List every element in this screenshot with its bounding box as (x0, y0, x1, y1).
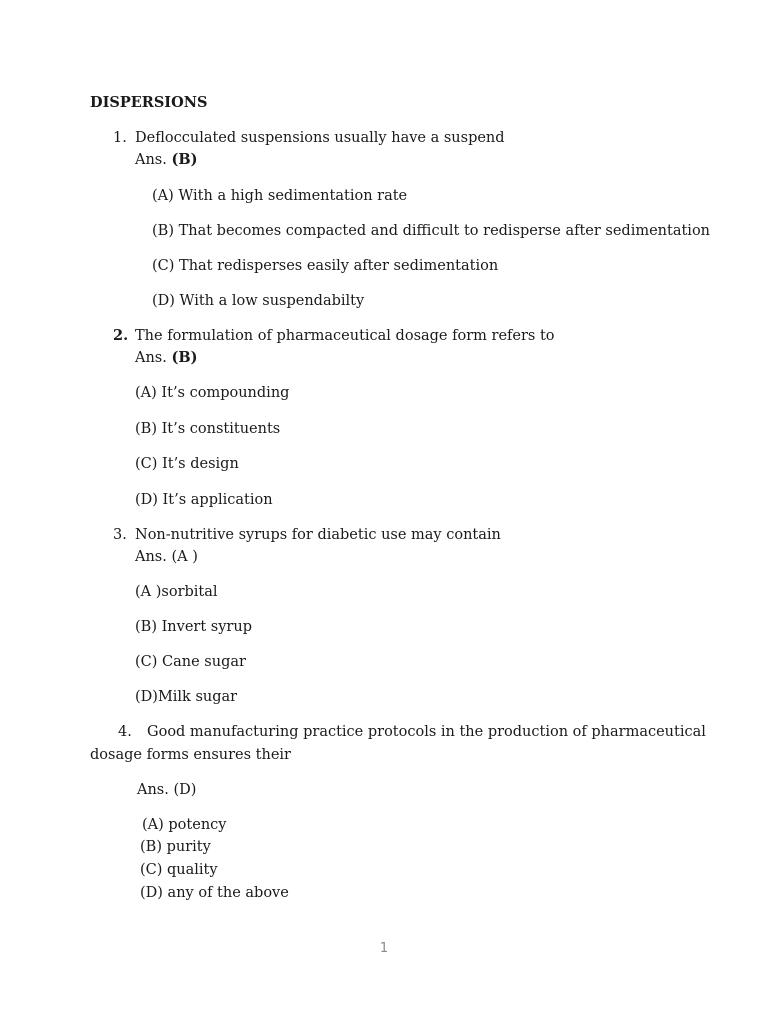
question-1-option-c: (C) That redisperses easily after sedimentation (152, 258, 499, 274)
question-4-option-a: (A) potency (142, 817, 227, 833)
question-1-option-b: (B) That becomes compacted and difficult to redisperse after sedimentation (152, 223, 711, 239)
question-3-option-a: (A )sorbital (135, 584, 218, 600)
question-2-text: The formulation of pharmaceutical dosage form refers to (135, 328, 555, 344)
question-2-option-c: (C) It’s design (135, 456, 239, 472)
question-1-option-d: (D) With a low suspendabilty (152, 293, 365, 309)
answer-value: (B) (171, 151, 198, 168)
question-2-option-b: (B) It’s constituents (135, 421, 281, 437)
question-4-option-d: (D) any of the above (140, 885, 289, 901)
question-4-answer: Ans. (D) (137, 782, 197, 798)
answer-prefix: Ans. (135, 350, 172, 366)
question-2-number: 2. (113, 327, 129, 344)
page-number: 1 (379, 941, 389, 956)
question-4-option-b: (B) purity (140, 839, 211, 855)
answer-prefix: Ans. (135, 152, 172, 168)
question-3-option-c: (C) Cane sugar (135, 654, 246, 670)
question-2-answer (135, 349, 197, 367)
question-1-answer (135, 151, 197, 169)
question-4-text-line-2: dosage forms ensures their (90, 747, 291, 763)
question-1-number: 1. (113, 130, 127, 146)
question-3-text: Non-nutritive syrups for diabetic use may contain (135, 527, 501, 543)
question-3-answer: Ans. (A ) (135, 549, 198, 565)
question-4-option-c: (C) quality (140, 862, 218, 878)
page-heading: DISPERSIONS (90, 94, 208, 111)
question-2-option-d: (D) It’s application (135, 492, 273, 508)
question-3-option-d: (D)Milk sugar (135, 689, 238, 705)
question-4-number: 4. (118, 724, 132, 740)
question-3-option-b: (B) Invert syrup (135, 619, 252, 635)
answer-value: (B) (171, 349, 198, 366)
question-1-text: Deflocculated suspensions usually have a suspend (135, 130, 505, 146)
question-1-option-a: (A) With a high sedimentation rate (152, 188, 408, 204)
question-4-text-line-1: Good manufacturing practice protocols in the production of pharmaceutical (147, 724, 706, 740)
question-2-option-a: (A) It’s compounding (135, 385, 290, 401)
question-3-number: 3. (113, 527, 127, 543)
